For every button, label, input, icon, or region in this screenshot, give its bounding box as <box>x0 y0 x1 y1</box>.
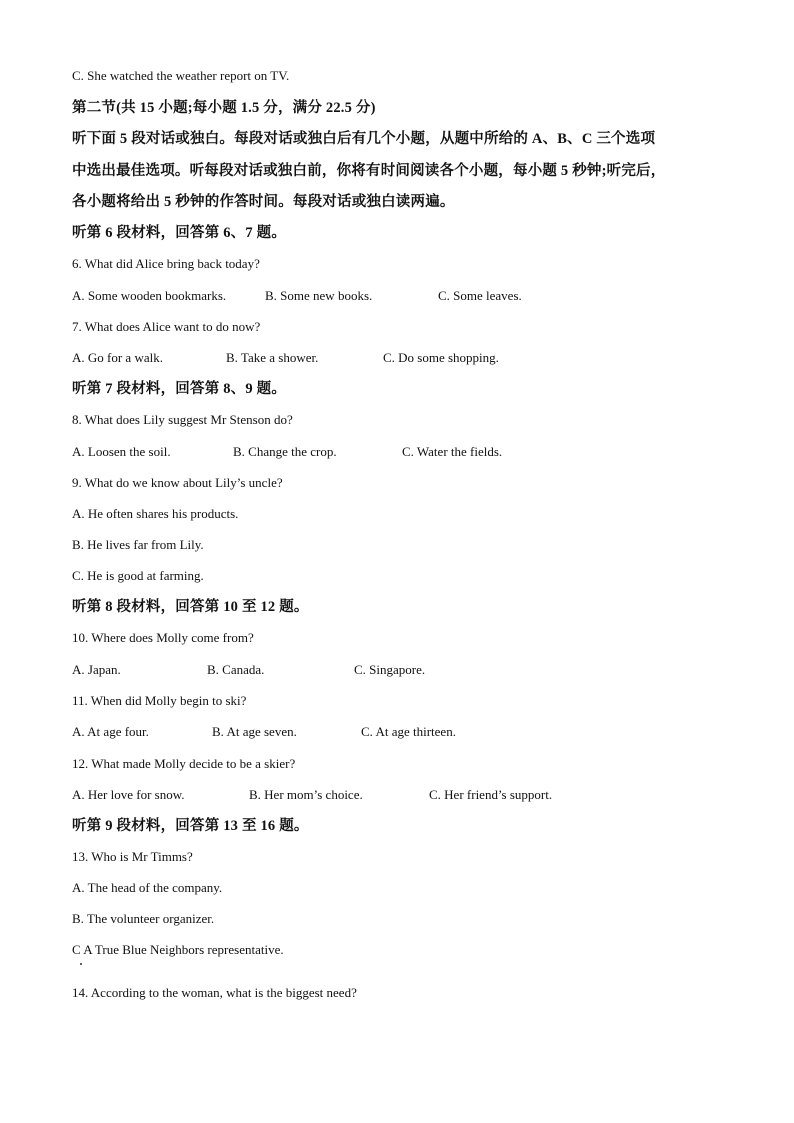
question-12-option-a: A. Her love for snow. <box>72 787 185 802</box>
group-heading-8: 听第 8 段材料，回答第 10 至 12 题。 <box>72 599 309 615</box>
section-heading: 第二节(共 15 小题;每小题 1.5 分，满分 22.5 分) <box>72 100 376 116</box>
question-12-option-c: C. Her friend’s support. <box>429 787 553 802</box>
question-7-option-c: C. Do some shopping. <box>383 350 499 365</box>
question-8-option-c: C. Water the fields. <box>402 444 503 459</box>
question-9-option-a: A. He often shares his products. <box>72 506 239 521</box>
question-8-stem: 8. What does Lily suggest Mr Stenson do? <box>72 412 293 427</box>
question-10-option-a: A. Japan. <box>72 662 121 677</box>
question-8-option-a: A. Loosen the soil. <box>72 444 171 459</box>
question-7-option-a: A. Go for a walk. <box>72 350 163 365</box>
question-14-stem: 14. According to the woman, what is the biggest need? <box>72 985 357 1000</box>
question-10-stem: 10. Where does Molly come from? <box>72 630 254 645</box>
group-heading-6: 听第 6 段材料，回答第 6、7 题。 <box>72 225 287 241</box>
question-13-option-c: C A True Blue Neighbors representative. <box>72 942 284 957</box>
instruction-line-1: 听下面 5 段对话或独白。每段对话或独白后有几个小题，从题中所给的 A、B、C 三个选项 <box>72 131 656 147</box>
instruction-line-2: 中选出最佳选项。听每段对话或独白前，你将有时间阅读各个小题，每小题 5 秒钟;听完后， <box>72 163 666 179</box>
question-11-stem: 11. When did Molly begin to ski? <box>72 693 247 708</box>
question-12-option-b: B. Her mom’s choice. <box>249 787 363 802</box>
question-10-option-c: C. Singapore. <box>354 662 426 677</box>
question-7-stem: 7. What does Alice want to do now? <box>72 319 261 334</box>
prev-option-c: C. She watched the weather report on TV. <box>72 68 290 83</box>
question-6-option-b: B. Some new books. <box>265 288 373 303</box>
question-13-option-b: B. The volunteer organizer. <box>72 911 215 926</box>
question-9-option-c: C. He is good at farming. <box>72 568 204 583</box>
question-12-stem: 12. What made Molly decide to be a skier? <box>72 756 296 771</box>
question-9-stem: 9. What do we know about Lily’s uncle? <box>72 475 283 490</box>
group-heading-7: 听第 7 段材料，回答第 8、9 题。 <box>72 381 287 397</box>
question-13-stem: 13. Who is Mr Timms? <box>72 849 193 864</box>
question-7-option-b: B. Take a shower. <box>226 350 319 365</box>
question-11-option-c: C. At age thirteen. <box>361 724 456 739</box>
question-13-option-a: A. The head of the company. <box>72 880 223 895</box>
question-8-option-b: B. Change the crop. <box>233 444 337 459</box>
question-11-option-a: A. At age four. <box>72 724 149 739</box>
group-heading-9: 听第 9 段材料，回答第 13 至 16 题。 <box>72 818 309 834</box>
question-11-option-b: B. At age seven. <box>212 724 297 739</box>
instruction-line-3: 各小题将给出 5 秒钟的作答时间。每段对话或独白读两遍。 <box>72 194 455 210</box>
question-6-option-c: C. Some leaves. <box>438 288 522 303</box>
question-6-option-a: A. Some wooden bookmarks. <box>72 288 227 303</box>
question-9-option-b: B. He lives far from Lily. <box>72 537 204 552</box>
question-6-stem: 6. What did Alice bring back today? <box>72 256 260 271</box>
stray-dot-mark <box>80 963 82 965</box>
question-10-option-b: B. Canada. <box>207 662 265 677</box>
